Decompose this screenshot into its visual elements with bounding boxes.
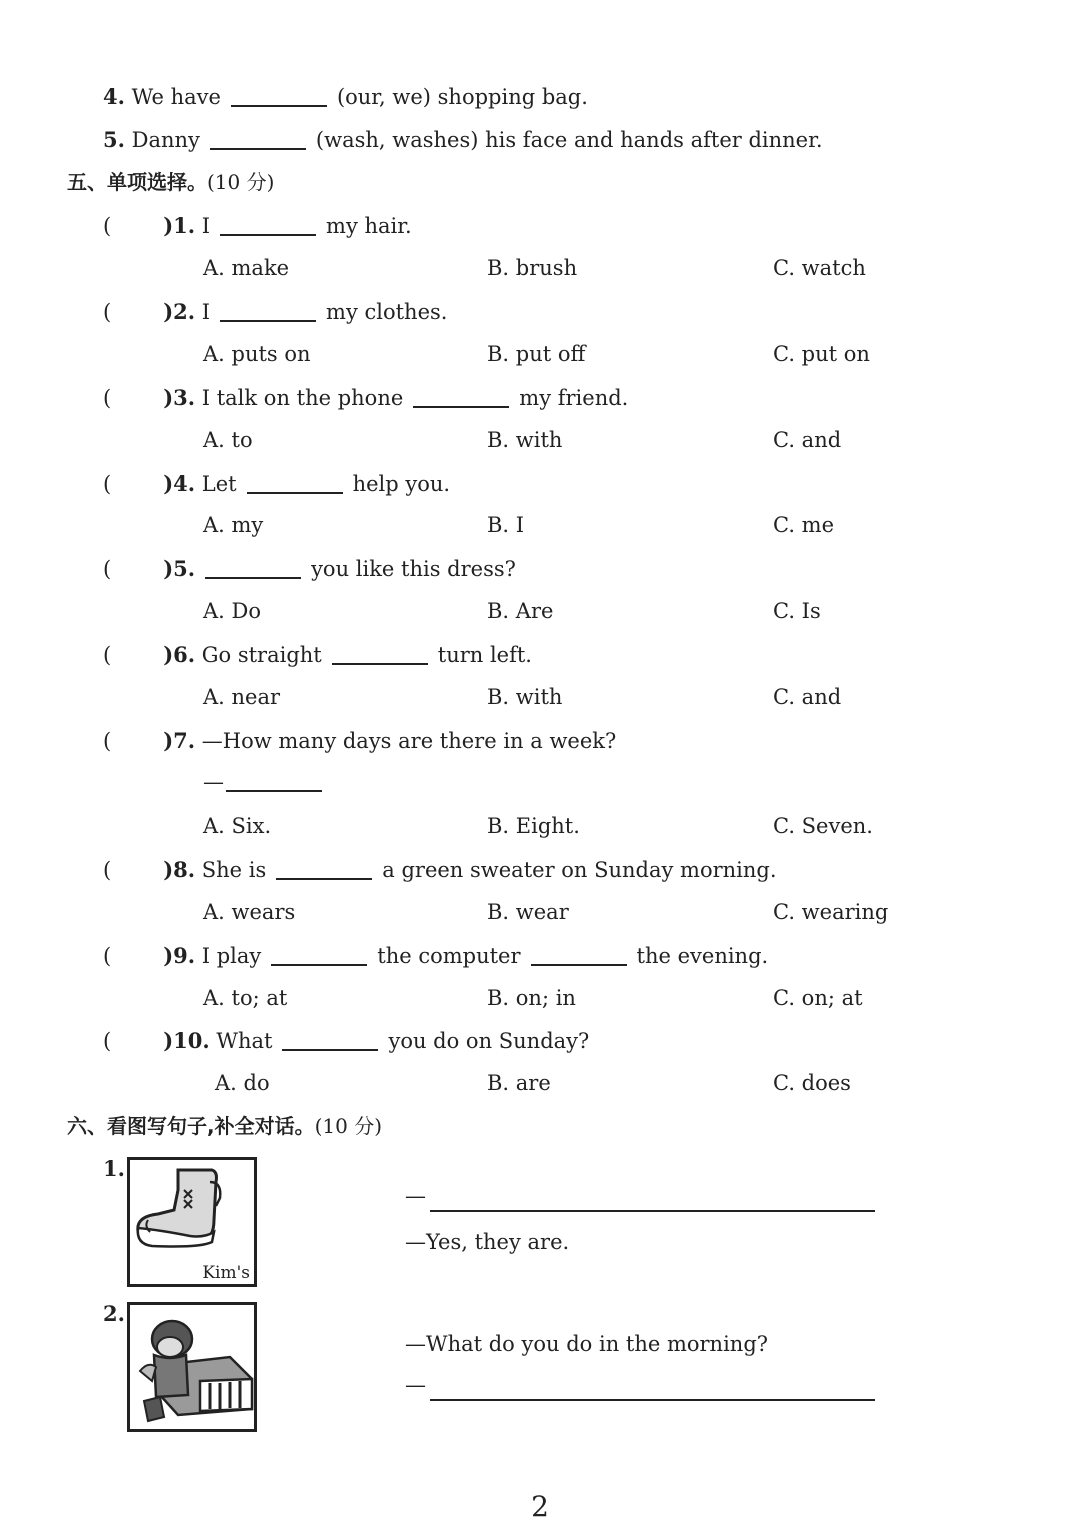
answer-blank-2[interactable] xyxy=(531,946,627,966)
stem-before: What xyxy=(216,1029,273,1053)
choice-question-2 xyxy=(103,301,447,323)
option-a[interactable]: A. Six. xyxy=(203,814,272,838)
answer-blank[interactable] xyxy=(247,474,343,494)
stem-before: I talk on the phone xyxy=(201,386,404,410)
answer-blank[interactable] xyxy=(205,559,301,579)
answer-blank[interactable] xyxy=(231,87,327,107)
choice-question-10 xyxy=(103,1030,589,1052)
item-text-after: (wash, washes) his face and hands after dinner. xyxy=(315,128,823,152)
choice-question-1 xyxy=(103,215,412,237)
section-title: 五、单项选择。 xyxy=(67,170,207,194)
option-b[interactable]: B. Eight. xyxy=(487,814,580,838)
stem-before: I xyxy=(201,300,211,324)
question-number: )9. xyxy=(163,943,196,968)
stem-after: help you. xyxy=(352,472,451,496)
question-number: )8. xyxy=(163,857,196,882)
option-c[interactable]: C. Seven. xyxy=(773,814,873,838)
question-number: )1. xyxy=(163,213,196,238)
option-b[interactable]: B. brush xyxy=(487,256,578,280)
section-6-heading xyxy=(67,1116,382,1136)
stem-after: my hair. xyxy=(326,214,412,238)
reply-line xyxy=(203,772,332,793)
dialogue-dash: — xyxy=(405,1184,426,1208)
answer-blank[interactable] xyxy=(220,302,316,322)
option-a[interactable]: A. puts on xyxy=(203,342,311,366)
answer-blank[interactable] xyxy=(332,645,428,665)
open-paren: ( xyxy=(103,643,112,667)
stem-middle: the computer xyxy=(377,944,521,968)
stem-after: you do on Sunday? xyxy=(388,1029,590,1053)
answer-blank[interactable] xyxy=(276,860,372,880)
option-b[interactable]: B. with xyxy=(487,685,563,709)
stem-before: Let xyxy=(201,472,237,496)
dialogue-reply: —Yes, they are. xyxy=(405,1230,570,1254)
open-paren: ( xyxy=(103,386,112,410)
answer-blank[interactable] xyxy=(413,388,509,408)
answer-blank[interactable] xyxy=(220,216,316,236)
stem-before: She is xyxy=(201,858,267,882)
answer-blank[interactable] xyxy=(282,1031,378,1051)
option-c[interactable]: C. Is xyxy=(773,599,821,623)
page-number: 2 xyxy=(531,1490,549,1523)
picture-caption: Kim's xyxy=(202,1263,250,1283)
option-a[interactable]: A. wears xyxy=(203,900,296,924)
option-c[interactable]: C. on; at xyxy=(773,986,863,1010)
dialogue-dash: — xyxy=(405,1373,426,1397)
stem-after: turn left. xyxy=(437,643,532,667)
choice-question-5 xyxy=(103,558,516,580)
answer-line[interactable] xyxy=(430,1210,875,1212)
section-points: (10 分) xyxy=(314,1114,383,1138)
item-number: 4. xyxy=(103,84,125,109)
stem-after: the evening. xyxy=(636,944,769,968)
question-number: )10. xyxy=(163,1028,210,1053)
option-a[interactable]: A. near xyxy=(203,685,281,709)
choice-question-7 xyxy=(103,730,616,752)
option-b[interactable]: B. with xyxy=(487,428,563,452)
option-b[interactable]: B. put off xyxy=(487,342,586,366)
open-paren: ( xyxy=(103,729,112,753)
question-number: )5. xyxy=(163,556,196,581)
boy-making-bed-picture xyxy=(127,1302,257,1432)
section-points: (10 分) xyxy=(207,170,275,194)
option-a[interactable]: A. to xyxy=(203,428,253,452)
item-text-before: Danny xyxy=(131,128,200,152)
option-b[interactable]: B. Are xyxy=(487,599,554,623)
answer-blank[interactable] xyxy=(226,772,322,792)
answer-blank[interactable] xyxy=(271,946,367,966)
fill-item-4 xyxy=(103,86,588,108)
option-a[interactable]: A. do xyxy=(215,1071,270,1095)
picture-item-2-number: 2. xyxy=(103,1301,125,1326)
option-a[interactable]: A. my xyxy=(203,513,264,537)
question-number: )7. xyxy=(163,728,196,753)
option-b[interactable]: B. are xyxy=(487,1071,551,1095)
option-b[interactable]: B. on; in xyxy=(487,986,576,1010)
picture-item-1-number: 1. xyxy=(103,1156,125,1181)
item-number: 5. xyxy=(103,127,125,152)
option-a[interactable]: A. Do xyxy=(203,599,261,623)
open-paren: ( xyxy=(103,472,112,496)
question-number: )6. xyxy=(163,642,196,667)
option-c[interactable]: C. does xyxy=(773,1071,851,1095)
question-number: )4. xyxy=(163,471,196,496)
option-c[interactable]: C. and xyxy=(773,685,842,709)
choice-question-3 xyxy=(103,387,628,409)
stem-before: Go straight xyxy=(201,643,322,667)
option-c[interactable]: C. and xyxy=(773,428,842,452)
shoe-picture xyxy=(127,1157,257,1287)
item-text-before: We have xyxy=(131,85,221,109)
option-a[interactable]: A. to; at xyxy=(203,986,288,1010)
option-b[interactable]: B. I xyxy=(487,513,525,537)
open-paren: ( xyxy=(103,1029,112,1053)
answer-blank[interactable] xyxy=(210,130,306,150)
stem-after: you like this dress? xyxy=(311,557,516,581)
reply-dash: — xyxy=(203,770,224,794)
section-title: 六、看图写句子,补全对话。 xyxy=(67,1114,315,1138)
open-paren: ( xyxy=(103,944,112,968)
option-b[interactable]: B. wear xyxy=(487,900,569,924)
option-c[interactable]: C. me xyxy=(773,513,835,537)
option-c[interactable]: C. put on xyxy=(773,342,870,366)
option-c[interactable]: C. wearing xyxy=(773,900,889,924)
question-number: )3. xyxy=(163,385,196,410)
open-paren: ( xyxy=(103,214,112,238)
fill-item-5 xyxy=(103,129,823,151)
open-paren: ( xyxy=(103,300,112,324)
choice-question-9 xyxy=(103,945,768,967)
dialogue-question: —What do you do in the morning? xyxy=(405,1332,769,1356)
open-paren: ( xyxy=(103,557,112,581)
stem-after: a green sweater on Sunday morning. xyxy=(382,858,777,882)
stem-after: my clothes. xyxy=(326,300,448,324)
stem-before: —How many days are there in a week? xyxy=(201,729,617,753)
stem-before: I play xyxy=(201,944,262,968)
question-number: )2. xyxy=(163,299,196,324)
option-a[interactable]: A. make xyxy=(203,256,290,280)
stem-before: I xyxy=(201,214,211,238)
stem-after: my friend. xyxy=(519,386,629,410)
open-paren: ( xyxy=(103,858,112,882)
section-5-heading xyxy=(67,172,274,192)
option-c[interactable]: C. watch xyxy=(773,256,866,280)
choice-question-6 xyxy=(103,644,532,666)
choice-question-4 xyxy=(103,473,450,495)
answer-line[interactable] xyxy=(430,1399,875,1401)
boy-bed-illustration xyxy=(130,1305,254,1429)
item-text-after: (our, we) shopping bag. xyxy=(336,85,588,109)
choice-question-8 xyxy=(103,859,777,881)
